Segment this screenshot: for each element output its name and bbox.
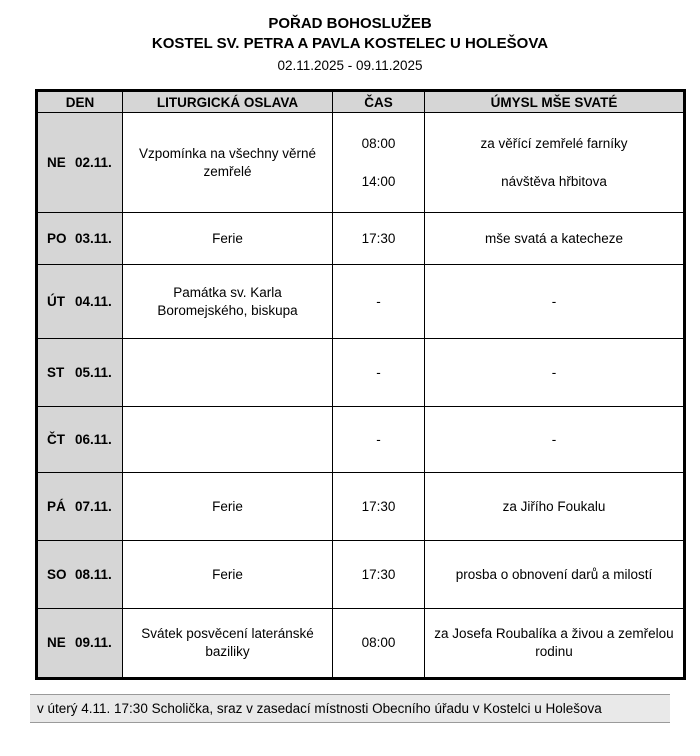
table-row: [37, 265, 685, 339]
day-date: 05.11.: [75, 364, 112, 380]
document-title: POŘAD BOHOSLUŽEB: [268, 15, 432, 32]
celebration-cell: [123, 473, 333, 541]
time-text: 14:00: [361, 173, 396, 189]
schedule-table: [35, 89, 686, 680]
table-row: [37, 213, 685, 265]
celebration-cell: [123, 407, 333, 473]
time-cell: [333, 213, 425, 265]
day-abbr: ČT: [47, 431, 65, 447]
day-cell: [37, 339, 123, 407]
intention-text: za věřící zemřelé farníky: [480, 135, 628, 151]
celebration-cell: [123, 339, 333, 407]
celebration-cell: [123, 609, 333, 679]
table-row: [37, 473, 685, 541]
day-date: 09.11.: [75, 635, 112, 651]
header-row: [37, 91, 685, 113]
time-text: -: [376, 293, 381, 309]
date-range: 02.11.2025 - 09.11.2025: [277, 58, 423, 73]
intention-text: prosba o obnovení darů a milostí: [455, 566, 653, 582]
column-header-intention: ÚMYSL MŠE SVATÉ: [425, 91, 685, 113]
day-date: 04.11.: [75, 293, 112, 309]
intention-text: -: [551, 364, 557, 380]
table-row: [37, 541, 685, 609]
table-row: [37, 609, 685, 679]
celebration-cell: [123, 541, 333, 609]
church-name: KOSTEL SV. PETRA A PAVLA KOSTELEC U HOLEŠOVA: [151, 35, 549, 52]
intention-text: -: [551, 431, 557, 447]
time-text: 08:00: [361, 635, 396, 651]
table-header: [37, 91, 685, 113]
time-text: 17:30: [361, 566, 396, 582]
time-cell: [333, 541, 425, 609]
intention-cell: [425, 113, 685, 213]
intention-text: -: [551, 293, 557, 309]
column-header-celebration: LITURGICKÁ OSLAVA: [123, 91, 333, 113]
intention-cell: [425, 473, 685, 541]
time-text: 17:30: [361, 230, 396, 246]
day-cell: [37, 113, 123, 213]
time-cell: [333, 609, 425, 679]
intention-cell: [425, 339, 685, 407]
celebration-text: Památka sv. Karla Boromejského, biskupa: [157, 284, 298, 318]
day-abbr: NE: [47, 635, 66, 651]
time-text: -: [376, 364, 381, 380]
time-text: 17:30: [361, 498, 396, 514]
column-header-day: DEN: [37, 91, 123, 113]
celebration-text: Ferie: [212, 230, 243, 246]
celebration-cell: [123, 265, 333, 339]
day-date: 06.11.: [75, 431, 112, 447]
time-cell: [333, 407, 425, 473]
day-abbr: ÚT: [47, 293, 65, 309]
day-date: 02.11.: [75, 154, 112, 170]
table-body: [37, 113, 685, 679]
footer-note: [30, 694, 670, 723]
column-header-time: ČAS: [333, 91, 425, 113]
time-text: 08:00: [361, 135, 396, 151]
day-date: 08.11.: [75, 566, 112, 582]
day-date: 07.11.: [75, 498, 112, 514]
celebration-text: Svátek posvěcení lateránské baziliky: [141, 626, 314, 659]
day-abbr: ST: [47, 364, 65, 380]
day-cell: [37, 265, 123, 339]
footer-note-text: v úterý 4.11. 17:30 Scholička, sraz v zasedací místnosti Obecního úřadu v Kostelci u Holešova: [37, 701, 602, 716]
day-date: 03.11.: [75, 230, 112, 246]
celebration-text: Ferie: [212, 498, 243, 514]
day-cell: [37, 473, 123, 541]
time-text: -: [376, 431, 381, 447]
day-cell: [37, 541, 123, 609]
intention-cell: [425, 213, 685, 265]
table-row: [37, 339, 685, 407]
intention-cell: [425, 265, 685, 339]
table-row: [37, 407, 685, 473]
day-abbr: NE: [47, 154, 66, 170]
day-cell: [37, 407, 123, 473]
celebration-text: Ferie: [212, 566, 243, 582]
table-row: [37, 113, 685, 213]
time-cell: [333, 473, 425, 541]
intention-text: mše svatá a katecheze: [484, 230, 624, 246]
celebration-text: Vzpomínka na všechny věrné zemřelé: [138, 145, 317, 179]
day-cell: [37, 609, 123, 679]
celebration-cell: [123, 213, 333, 265]
time-cell: [333, 113, 425, 213]
day-abbr: PÁ: [47, 498, 66, 514]
day-cell: [37, 213, 123, 265]
celebration-cell: [123, 113, 333, 213]
time-cell: [333, 339, 425, 407]
intention-cell: [425, 609, 685, 679]
intention-cell: [425, 407, 685, 473]
time-cell: [333, 265, 425, 339]
day-abbr: PO: [47, 230, 67, 246]
intention-text: návštěva hřbitova: [501, 173, 607, 189]
day-abbr: SO: [47, 566, 67, 582]
intention-text: za Jiřího Foukalu: [502, 498, 606, 514]
intention-text: za Josefa Roubalíka a živou a zemřelou rodinu: [434, 626, 674, 659]
intention-cell: [425, 541, 685, 609]
document-header: [0, 14, 700, 76]
